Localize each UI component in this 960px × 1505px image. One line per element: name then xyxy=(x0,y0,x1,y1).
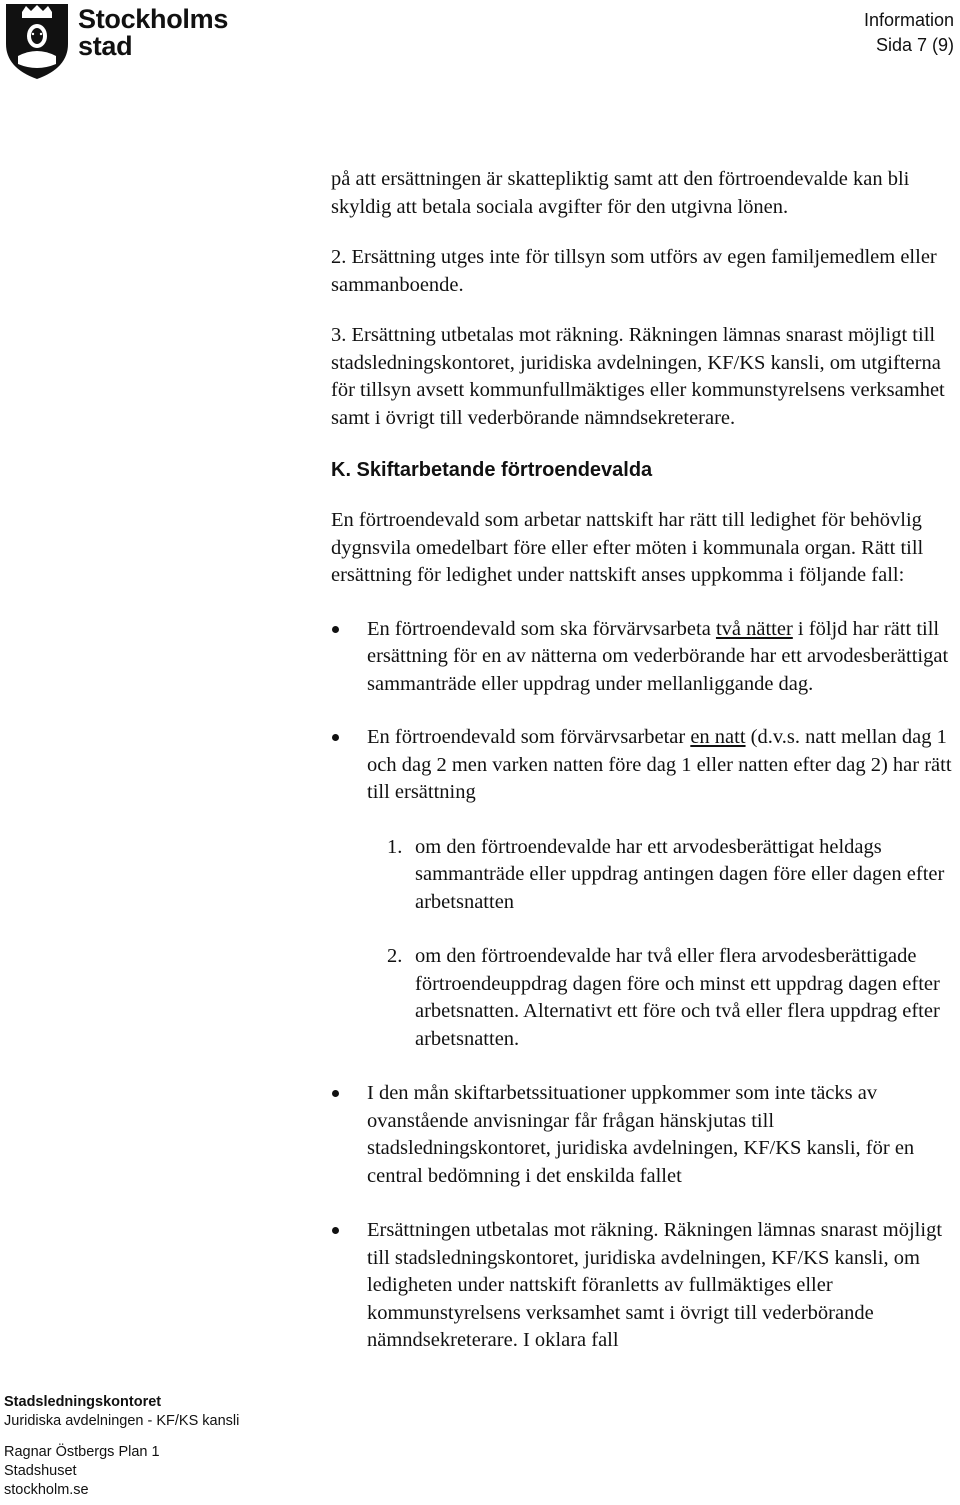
footer-address: Ragnar Östbergs Plan 1 xyxy=(4,1444,160,1460)
page-number: Sida 7 (9) xyxy=(875,35,954,55)
paragraph-3: 3. Ersättning utbetalas mot räkning. Räkningen lämnas snarast möjligt till stadsledningskontoret, juridiska avdelningen, KF/KS kansli, om utgifterna för tillsyn avsett kommunfullmäktiges eller kommunstyrelsens verksamhet samt i övrigt till vederbörande nämndsekreterare. xyxy=(331,324,945,429)
underlined-text: två nätter xyxy=(715,617,793,640)
logo-wordmark xyxy=(78,6,228,60)
footer-dept: Juridiska avdelningen - KF/KS kansli xyxy=(4,1413,240,1429)
numbered-item: 2. om den förtroendevalde har två eller flera arvodesberättigade förtroendeuppdrag dagen före och minst ett uppdrag dagen efter arbetsnatten. Alternativt ett före och två eller flera uppdrag efter arbetsnatten. xyxy=(387,945,940,1050)
logo xyxy=(4,2,228,80)
footer-org: Stadsledningskontoret xyxy=(4,1394,162,1410)
list-item: Ersättningen utbetalas mot räkning. Räkningen lämnas snarast möjligt till stadsledningskontoret, juridiska avdelningen, KF/KS kansli, om ledigheten under nattskift föranletts av fullmäktiges eller kommunstyrelsens verksamhet samt i övrigt till vederbörande nämndsekreterare. I oklara fall xyxy=(331,1217,956,1355)
section-heading: K. Skiftarbetande förtroendevalda xyxy=(331,459,653,481)
numbered-item: 1. om den förtroendevalde har ett arvodesberättigat heldags sammanträde eller uppdrag antingen dagen före eller dagen efter arbetsnatten xyxy=(387,835,945,913)
bullet-icon xyxy=(332,734,339,741)
list-item: I den mån skiftarbetssituationer uppkommer som inte täcks av ovanstående anvisningar får frågan hänskjutas till stadsledningskontoret, juridiska avdelningen, KF/KS kansli, för en central bedömning i det enskilda fallet xyxy=(331,1080,956,1190)
footer-web: stockholm.se xyxy=(4,1482,89,1498)
paragraph-2: 2. Ersättning utges inte för tillsyn som utförs av egen familjemedlem eller sammanboende. xyxy=(331,246,937,296)
numbered-list xyxy=(331,834,956,1054)
underlined-text: en natt xyxy=(690,726,746,748)
paragraph-4: En förtroendevald som arbetar nattskift har rätt till ledighet för behövlig dygnsvila omedelbart före eller efter möten i kommunala organ. Rätt till ersättning för ledighet under nattskift anses uppkomma i följande fall: xyxy=(331,509,924,586)
bullet-icon xyxy=(332,1090,339,1097)
bullet-icon xyxy=(332,626,339,633)
stockholm-crown-emblem-icon xyxy=(4,2,70,80)
bullet-icon xyxy=(332,1227,339,1234)
footer-building: Stadshuset xyxy=(4,1463,77,1479)
bullet-list xyxy=(331,616,956,1355)
list-item: En förtroendevald som ska förvärvsarbeta två nätter i följd har rätt till ersättning för en av nätterna om vederbörande har ett arvodesberättigat sammanträde eller uppdrag under mellanliggande dag. xyxy=(331,616,956,699)
logo-line-2: stad xyxy=(78,31,133,61)
document-body xyxy=(331,166,956,1355)
footer xyxy=(4,1393,239,1500)
header-info xyxy=(864,8,954,58)
paragraph-1: på att ersättningen är skattepliktig samt att den förtroendevalde kan bli skyldig att betala sociala avgifter för den utgivna lönen. xyxy=(331,168,910,218)
document-type: Information xyxy=(863,10,954,30)
list-item: En förtroendevald som förvärvsarbetar en natt (d.v.s. natt mellan dag 1 och dag 2 men varken natten före dag 1 eller natten efter dag 2) har rätt till ersättning 1. om den förtroendevalde har ett arvodesberättigat heldags sammanträde eller uppdrag antingen dagen före eller dagen efter arbetsnatten 2. om den förtroendevalde har två eller flera arvodesberättigade förtroendeuppdrag dagen före och minst ett uppdrag dagen efter arbetsnatten. Alternativt ett före och två eller flera uppdrag efter arbetsnatten. xyxy=(331,724,956,1053)
logo-line-1: Stockholms xyxy=(78,4,229,34)
